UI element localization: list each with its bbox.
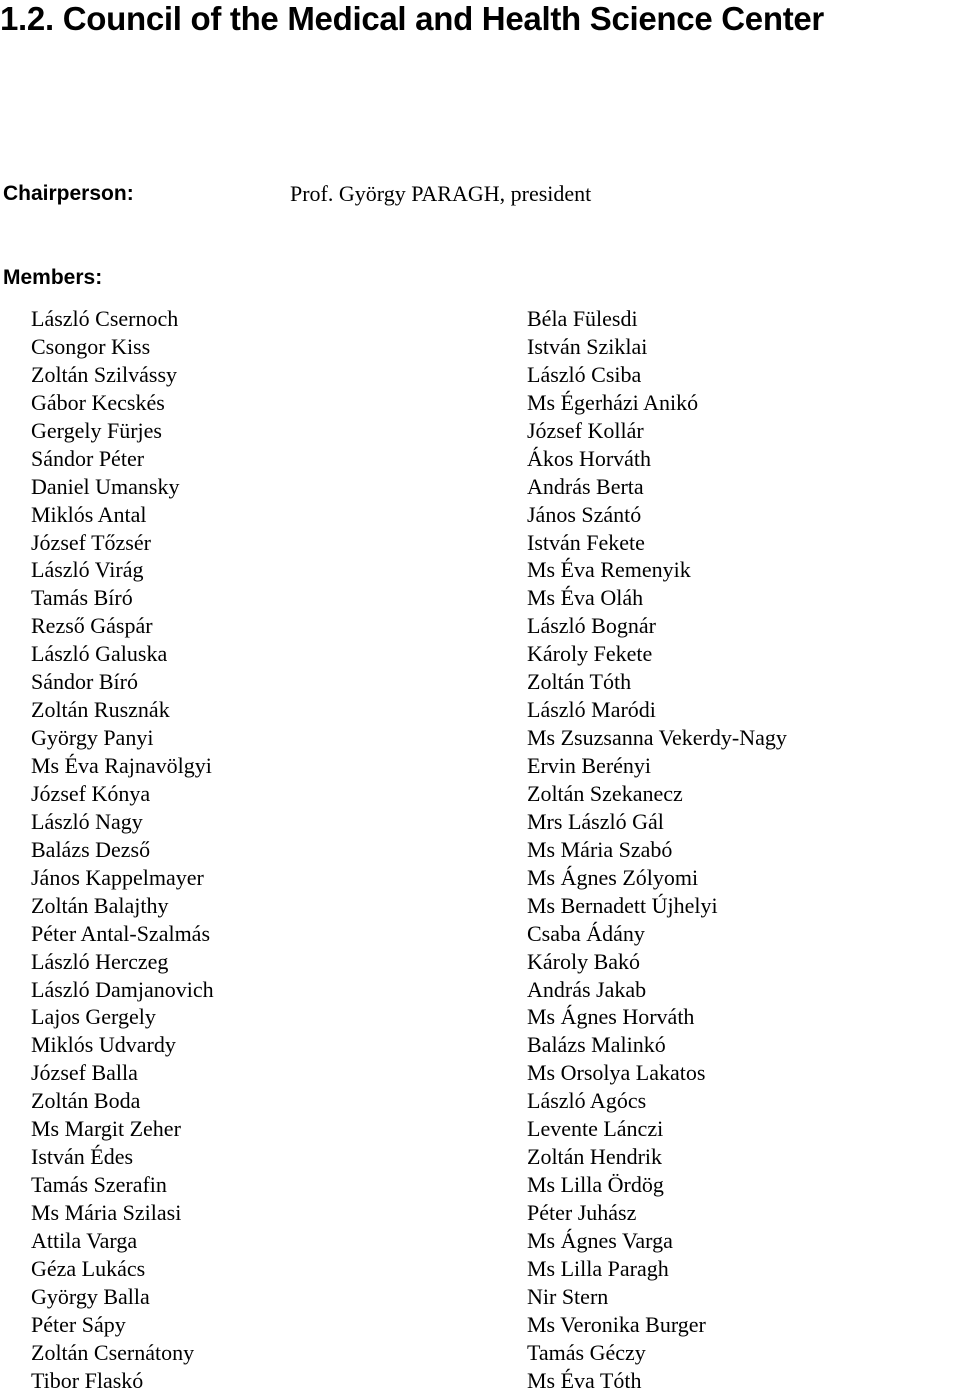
member-name: Ms Lilla Paragh — [527, 1255, 669, 1281]
member-name: Ms Mária Szabó — [527, 836, 673, 862]
member-name: Károly Fekete — [527, 641, 653, 667]
member-name: Ms Égerházi Anikó — [527, 389, 699, 415]
member-name: László Csernoch — [31, 306, 179, 331]
members-list-left — [31, 305, 491, 1395]
member-name: László Galuska — [31, 641, 168, 667]
member-name: Ervin Berényi — [527, 753, 652, 778]
member-name: Zoltán Szekanecz — [527, 780, 683, 806]
chairperson-name: Prof. György PARAGH, president — [290, 181, 592, 206]
member-name: Balázs Dezső — [31, 836, 151, 862]
member-name: Péter Juhász — [527, 1200, 637, 1225]
member-name: István Fekete — [527, 529, 645, 555]
member-name: Daniel Umansky — [31, 473, 180, 499]
member-name: Levente Lánczi — [527, 1116, 664, 1142]
member-name: György Balla — [31, 1283, 150, 1309]
member-name: Ákos Horváth — [527, 445, 652, 471]
member-name: Zoltán Csernátony — [31, 1339, 195, 1365]
member-name: András Jakab — [527, 976, 647, 1002]
member-name: Sándor Bíró — [31, 669, 138, 695]
member-name: György Panyi — [31, 725, 154, 751]
member-name: Ms Éva Oláh — [527, 585, 644, 611]
member-name: Ms Ágnes Zólyomi — [527, 864, 699, 890]
member-name: István Sziklai — [527, 333, 648, 359]
member-name: Károly Bakó — [527, 948, 641, 974]
member-name: Gábor Kecskés — [31, 389, 165, 415]
member-name: László Bognár — [527, 613, 656, 639]
member-name: Ms Bernadett Újhelyi — [527, 892, 718, 918]
member-name: Miklós Antal — [31, 501, 147, 527]
member-name: József Kónya — [31, 780, 151, 806]
member-name: Ms Margit Zeher — [31, 1116, 181, 1142]
member-name: Attila Varga — [31, 1227, 138, 1253]
member-name: László Damjanovich — [31, 976, 214, 1002]
member-name: László Maródi — [527, 697, 656, 723]
member-name: László Herczeg — [31, 948, 169, 974]
member-name: Ms Ágnes Varga — [527, 1227, 673, 1253]
member-name: Ms Éva Remenyik — [527, 557, 691, 583]
member-name: Zoltán Balajthy — [31, 892, 169, 918]
member-name: István Édes — [31, 1144, 134, 1170]
member-name: Zoltán Boda — [31, 1088, 141, 1114]
member-name: László Virág — [31, 557, 144, 583]
member-name: Péter Antal-Szalmás — [31, 920, 211, 946]
member-name: Csaba Ádány — [527, 920, 645, 946]
member-name: Gergely Fürjes — [31, 417, 162, 443]
member-name: Miklós Udvardy — [31, 1032, 176, 1058]
members-list-right — [527, 305, 957, 1395]
member-name: Ms Veronika Burger — [527, 1311, 706, 1337]
member-name: Mrs László Gál — [527, 808, 664, 834]
member-name: András Berta — [527, 473, 644, 499]
chairperson-label: Chairperson: — [3, 182, 134, 205]
member-name: József Kollár — [527, 417, 644, 443]
members-label: Members: — [3, 266, 103, 289]
member-name: Nir Stern — [527, 1283, 609, 1309]
member-name: János Kappelmayer — [31, 864, 204, 890]
member-name: Ms Éva Tóth — [527, 1367, 642, 1393]
member-name: Ms Lilla Ördög — [527, 1172, 664, 1198]
member-name: Zoltán Tóth — [527, 669, 632, 695]
member-name: Rezső Gáspár — [31, 613, 153, 639]
member-name: Lajos Gergely — [31, 1004, 156, 1030]
member-name: Ms Orsolya Lakatos — [527, 1060, 706, 1086]
member-name: József Tőzsér — [31, 529, 151, 555]
member-name: László Agócs — [527, 1088, 647, 1114]
member-name: Tamás Szerafin — [31, 1172, 167, 1198]
member-name: János Szántó — [527, 501, 642, 527]
member-name: Balázs Malinkó — [527, 1032, 666, 1058]
member-name: Zoltán Hendrik — [527, 1144, 663, 1170]
member-name: Tibor Flaskó — [31, 1367, 144, 1393]
member-name: Ms Ágnes Horváth — [527, 1004, 695, 1030]
member-name: Ms Mária Szilasi — [31, 1200, 182, 1225]
member-name: Ms Éva Rajnavölgyi — [31, 753, 212, 778]
member-name: Sándor Péter — [31, 445, 145, 471]
member-name: Géza Lukács — [31, 1255, 146, 1281]
member-name: Zoltán Szilvássy — [31, 361, 178, 387]
member-name: Béla Fülesdi — [527, 306, 638, 331]
member-name: Csongor Kiss — [31, 333, 151, 359]
page-title: 1.2. Council of the Medical and Health Science Center — [0, 0, 824, 37]
member-name: Ms Zsuzsanna Vekerdy-Nagy — [527, 725, 787, 751]
member-name: László Nagy — [31, 808, 143, 834]
member-name: Péter Sápy — [31, 1311, 126, 1337]
member-name: Tamás Géczy — [527, 1339, 646, 1365]
member-name: Zoltán Rusznák — [31, 697, 170, 723]
member-name: József Balla — [31, 1060, 138, 1086]
member-name: László Csiba — [527, 361, 642, 387]
member-name: Tamás Bíró — [31, 585, 133, 611]
